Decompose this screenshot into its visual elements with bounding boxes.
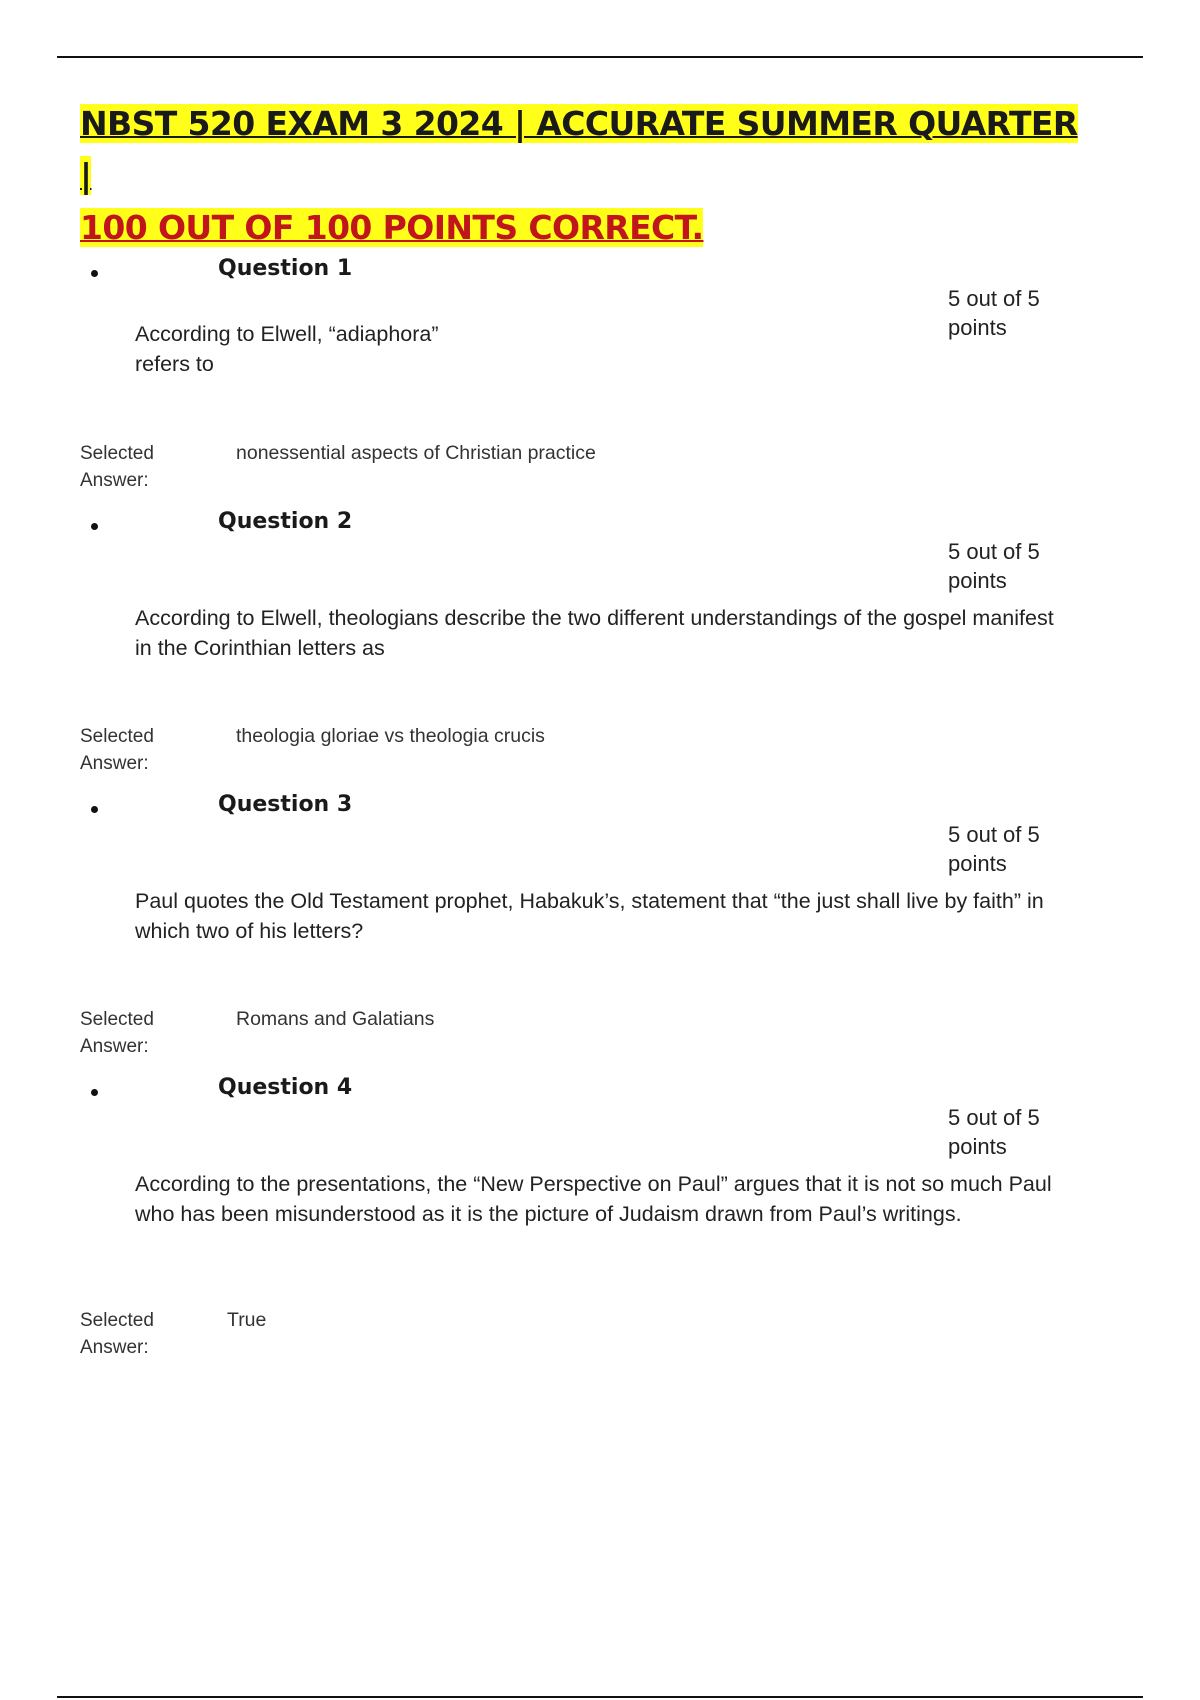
- selected-answer-value: theologia gloriae vs theologia crucis: [236, 725, 545, 747]
- question-text: Paul quotes the Old Testament prophet, Habakuk’s, statement that “the just shall live by faith” in which two of his letters?: [135, 889, 1044, 943]
- question-text: According to the presentations, the “New Perspective on Paul” argues that it is not so much Paul who has been misunderstood as it is the picture of Judaism drawn from Paul’s writings.: [135, 1172, 1052, 1226]
- title-line-2: 100 OUT OF 100 POINTS CORRECT.: [80, 208, 704, 247]
- selected-answer-label: Selected Answer:: [80, 726, 154, 774]
- question-text: According to Elwell, theologians describe the two different understandings of the gospel manifest in the Corinthian letters as: [135, 606, 1054, 660]
- question-heading: Question 1: [218, 256, 353, 281]
- selected-answer-value: Romans and Galatians: [236, 1008, 435, 1030]
- title-line-1: NBST 520 EXAM 3 2024 | ACCURATE SUMMER QUARTER |: [80, 104, 1078, 195]
- bullet-icon: [91, 270, 98, 277]
- bullet-icon: [91, 523, 98, 530]
- question-heading: Question 4: [218, 1075, 353, 1100]
- selected-answer-label: Selected Answer:: [80, 1009, 154, 1057]
- question-heading: Question 3: [218, 792, 353, 817]
- bullet-icon: [91, 1089, 98, 1096]
- question-text: According to Elwell, “adiaphora” refers to: [135, 322, 439, 376]
- question-points: 5 out of 5 points: [948, 822, 1040, 876]
- bottom-rule: [57, 1696, 1143, 1698]
- selected-answer-value: True: [227, 1309, 267, 1331]
- selected-answer-value: nonessential aspects of Christian practice: [236, 442, 596, 464]
- question-heading: Question 2: [218, 509, 353, 534]
- question-points: 5 out of 5 points: [948, 286, 1040, 340]
- question-points: 5 out of 5 points: [948, 1105, 1040, 1159]
- bullet-icon: [91, 806, 98, 813]
- top-rule: [57, 56, 1143, 58]
- document-title: [80, 98, 1090, 254]
- selected-answer-label: Selected Answer:: [80, 1310, 154, 1358]
- selected-answer-label: Selected Answer:: [80, 443, 154, 491]
- question-points: 5 out of 5 points: [948, 539, 1040, 593]
